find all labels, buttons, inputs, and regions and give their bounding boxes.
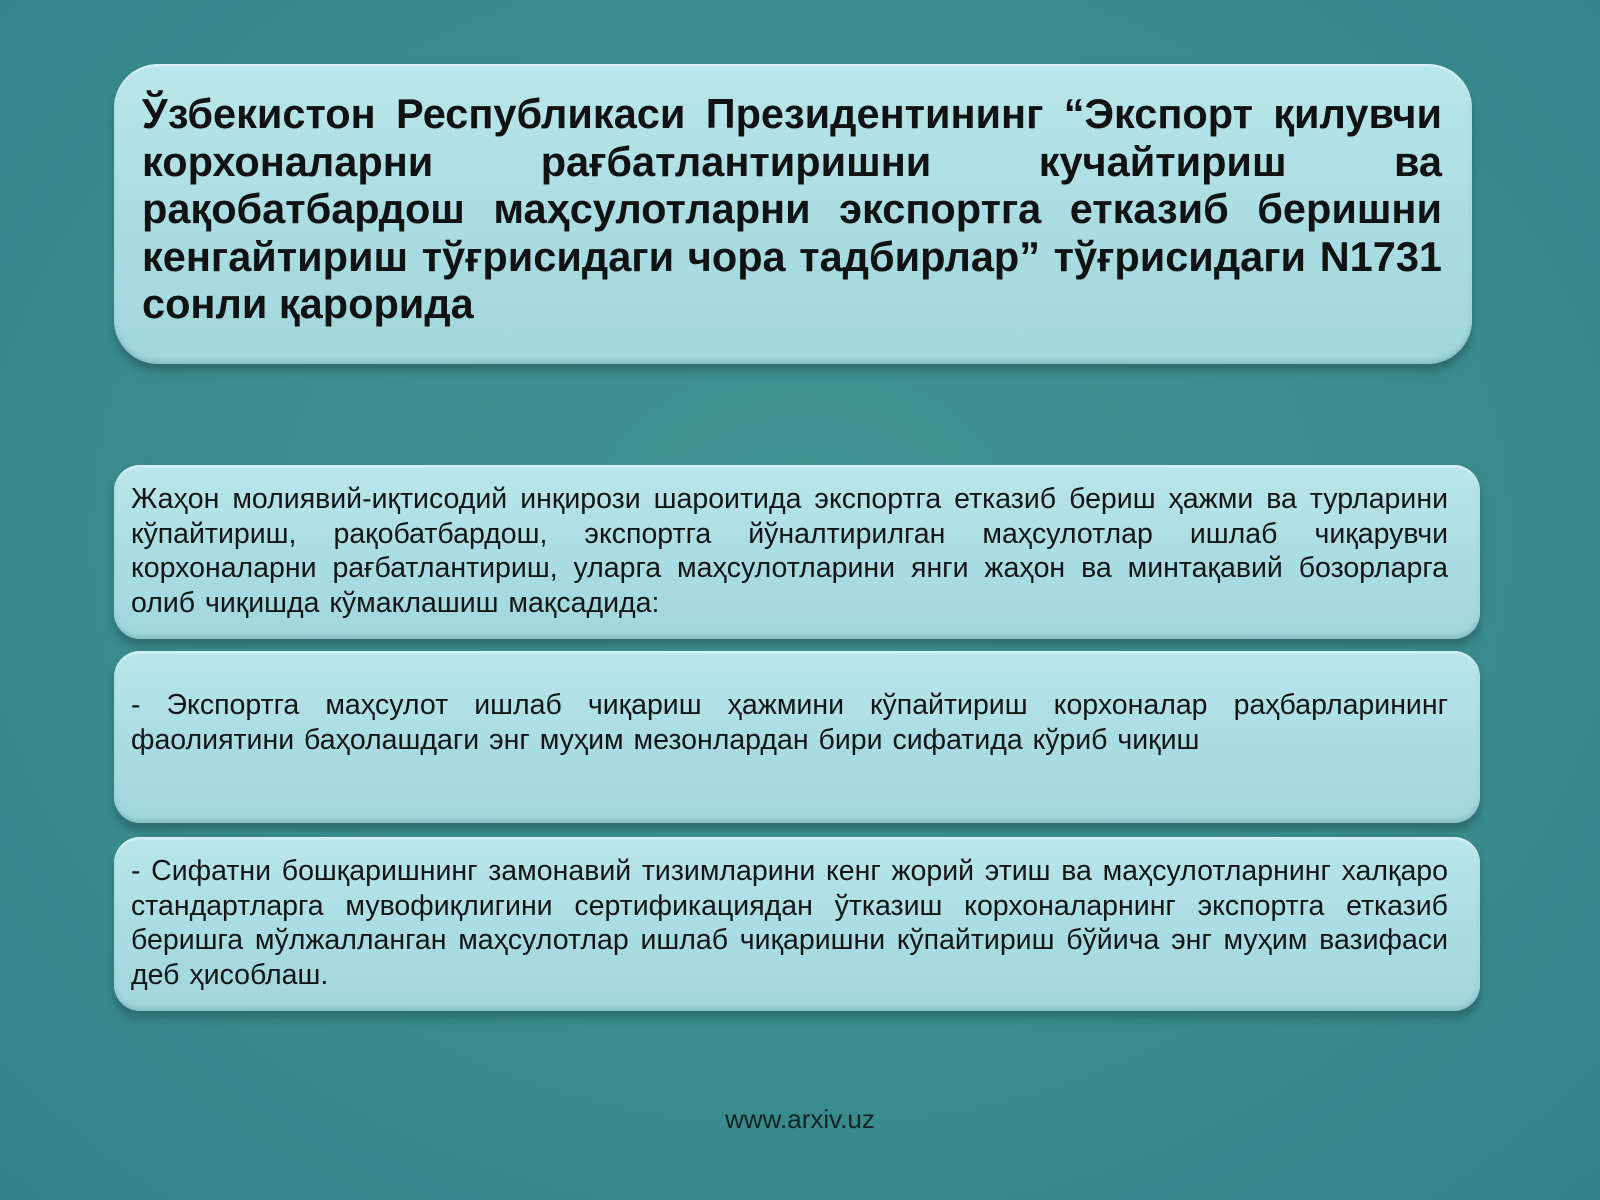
footer-url: www.arxiv.uz: [725, 1104, 875, 1134]
title-box: [114, 64, 1472, 364]
intro-paragraph-box: [114, 465, 1480, 639]
intro-paragraph: Жаҳон молиявий-иқтисодий инқирози шароитида экспортга етказиб бериш ҳажми ва турларини кўпайтириш, рақобатбардош, экспортга йўналтирилган маҳсулотлар ишлаб чиқарувчи корхоналарни рағбатлантириш, уларга маҳсулотларини янги жаҳон ва минтақавий бозорларга олиб чиқишда кўмаклашиш мақсадида:: [131, 483, 1448, 619]
point-one-text: - Экспортга маҳсулот ишлаб чиқариш ҳажмини кўпайтириш корхоналар раҳбарларининг фаолиятини баҳолашдаги энг муҳим мезонлардан бири сифатида кўриб чиқиш: [131, 689, 1448, 756]
point-one-box: [114, 651, 1480, 823]
point-two-text: - Сифатни бошқаришнинг замонавий тизимларини кенг жорий этиш ва маҳсулотларнинг халқаро стандартларга мувофиқлигини сертификациядан ўтказиш корхоналарнинг экспортга етказиб беришга мўлжалланган маҳсулотлар ишлаб чиқаришни кўпайтириш бўйича энг муҳим вазифаси деб ҳисоблаш.: [131, 855, 1448, 991]
slide-title: Ўзбекистон Республикаси Президентининг “Экспорт қилувчи корхоналарни рағбатлантиришни кучайтириш ва рақобатбардош маҳсулотларни экспортга етказиб беришни кенгайтириш тўғрисидаги чора тадбирлар” тўғрисидаги N1731 сонли қарорида: [142, 90, 1442, 327]
point-two-box: [114, 837, 1480, 1011]
